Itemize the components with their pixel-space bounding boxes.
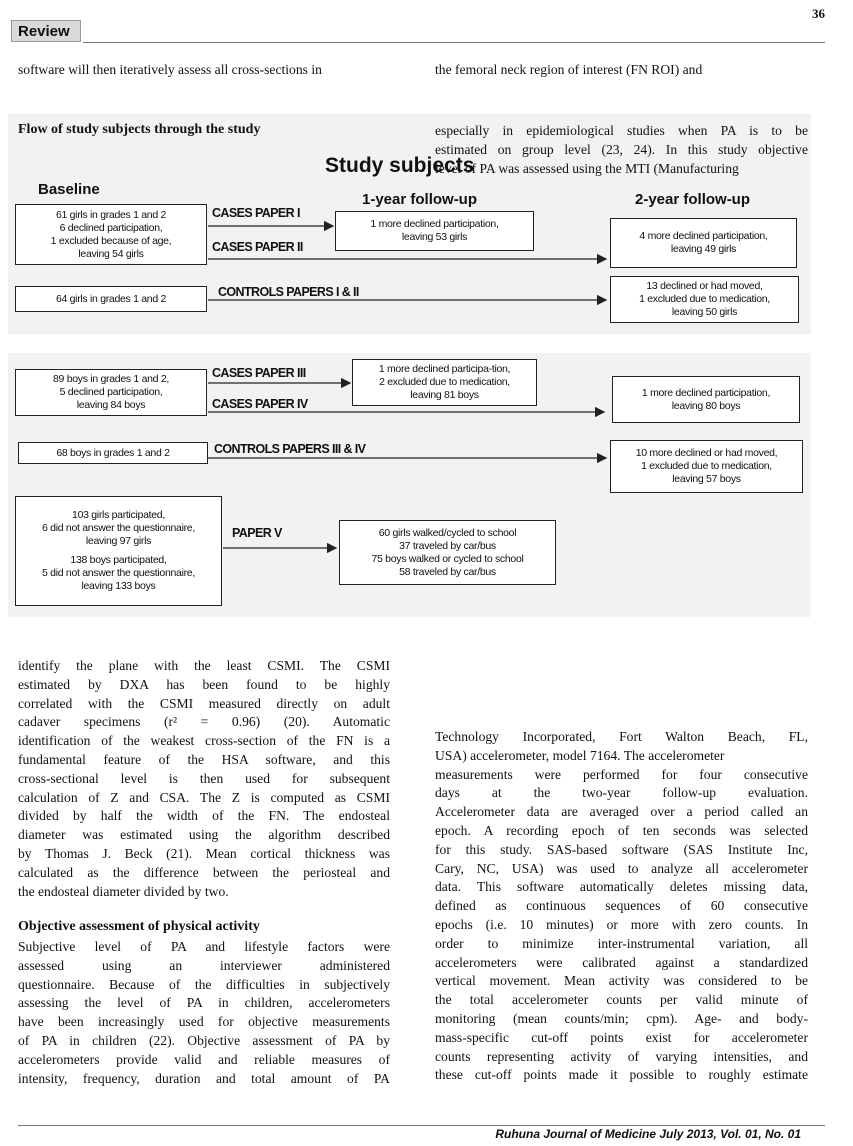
box-boys-2year: 1 more declined participation, leaving 80 boys <box>612 376 800 423</box>
label-cases-paper-i: CASES PAPER I <box>212 206 300 220</box>
label-cases-paper-ii: CASES PAPER II <box>212 240 303 254</box>
box-boys-controls-2year: 10 more declined or had moved, 1 excluded due to medication, leaving 57 boys <box>610 440 803 493</box>
box-girls-1year: 1 more declined participation, leaving 53 girls <box>335 211 534 251</box>
column-baseline: Baseline <box>38 181 100 198</box>
column-2year: 2-year follow-up <box>635 191 751 208</box>
label-cases-paper-iii: CASES PAPER III <box>212 366 306 380</box>
figure-title: Study subjects <box>325 154 475 177</box>
text-line: level of PA was assessed using the MTI (Manufacturing <box>435 160 739 176</box>
text-line: especially in epidemiological studies when PA is to be <box>435 123 808 138</box>
figure-caption: Flow of study subjects through the study <box>18 122 261 137</box>
text-line: estimated on group level (23, 24). In this study objective <box>435 141 808 157</box>
footer-rule <box>18 1125 825 1126</box>
section-heading-objective-pa: Objective assessment of physical activity <box>18 919 260 934</box>
page-number: 36 <box>812 6 825 21</box>
top-right-text: the femoral neck region of interest (FN ROI) and <box>435 62 703 77</box>
box-girls-2year: 4 more declined participation, leaving 49 girls <box>610 218 797 268</box>
column-1year: 1-year follow-up <box>362 191 478 208</box>
box-paper-v-baseline: 103 girls participated, 6 did not answer the questionnaire, leaving 97 girls 138 boys participated, 5 did not answer the questionnaire, leaving 133 boys <box>15 496 222 606</box>
box-boys-controls-baseline: 68 boys in grades 1 and 2 <box>18 442 208 464</box>
box-girls-controls-baseline: 64 girls in grades 1 and 2 <box>15 286 207 312</box>
box-paper-v-result: 60 girls walked/cycled to school 37 traveled by car/bus 75 boys walked or cycled to school 58 traveled by car/bus <box>339 520 556 585</box>
label-paper-v: PAPER V <box>232 526 282 540</box>
left-paragraph-2: Subjective level of PA and lifestyle factors were assessed using an interviewer administered questionnaire. Because of the difficulties in subjectively assessing the level of PA in children, accelerometers have been increasingly used for objective measurements of PA in children (22). Objective assessment of PA by accelerometers provide valid and reliable measures of intensity, frequency, duration and total amount of PA <box>18 939 390 1086</box>
top-left-text: software will then iteratively assess all cross-sections in <box>18 62 322 77</box>
box-boys-baseline: 89 boys in grades 1 and 2, 5 declined participation, leaving 84 boys <box>15 369 207 416</box>
box-girls-controls-2year: 13 declined or had moved, 1 excluded due to medication, leaving 50 girls <box>610 276 799 323</box>
left-paragraph-1: identify the plane with the least CSMI. The CSMI estimated by DXA has been found to be highly correlated with the CSMI measured directly on adult cadaver specimens (r² = 0.96) (20). Automatic identification of the weakest cross-section of the FN is a fundamental feature of the HSA software, and this cross-sectional level is then used for subsequent calculation of Z and CSA. The Z is computed as CSMI divided by half the width of the FN. The endosteal diameter was estimated using the algorithm described by Thomas J. Beck (21). Mean cortical thickness was calculated as the difference between the periosteal and the endosteal diameter divided by two. <box>18 658 390 899</box>
box-girls-baseline: 61 girls in grades 1 and 2 6 declined participation, 1 excluded because of age, leaving 54 girls <box>15 204 207 265</box>
right-paragraph: Technology Incorporated, Fort Walton Beach, FL, USA) accelerometer, model 7164. The accelerometer measurements were performed for four consecutive days at the two-year follow-up evaluation. Accelerometer data are averaged over a period called an epoch. A recording epoch of ten seconds was selected for this study. SAS-based software (SAS Institute Inc, Cary, NC, USA) was used to analyze all accelerometer data. This software automatically deletes missing data, defined as continuous sequences of 60 consecutive epochs (i.e. 10 minutes) or more with zero counts. In order to minimize inter-instrumental variation, all accelerometers were calibrated against a standardized vertical movement. Mean activity was considered to be the total accelerometer counts per valid minute of monitoring (mean counts/min; cpm). Age- and body- mass-specific cut-off points exist for accelerometer counts representing activity of varying intensities, and these cut-off points made it possible to roughly estimate <box>435 729 808 1083</box>
section-badge: Review <box>11 20 81 42</box>
label-cases-paper-iv: CASES PAPER IV <box>212 397 308 411</box>
journal-footer: Ruhuna Journal of Medicine July 2013, Vol. 01, No. 01 <box>495 1127 801 1141</box>
box-boys-1year: 1 more declined participa-tion, 2 excluded due to medication, leaving 81 boys <box>352 359 537 406</box>
label-controls-papers-i-ii: CONTROLS PAPERS I & II <box>218 285 359 299</box>
label-controls-papers-iii-iv: CONTROLS PAPERS III & IV <box>214 442 366 456</box>
